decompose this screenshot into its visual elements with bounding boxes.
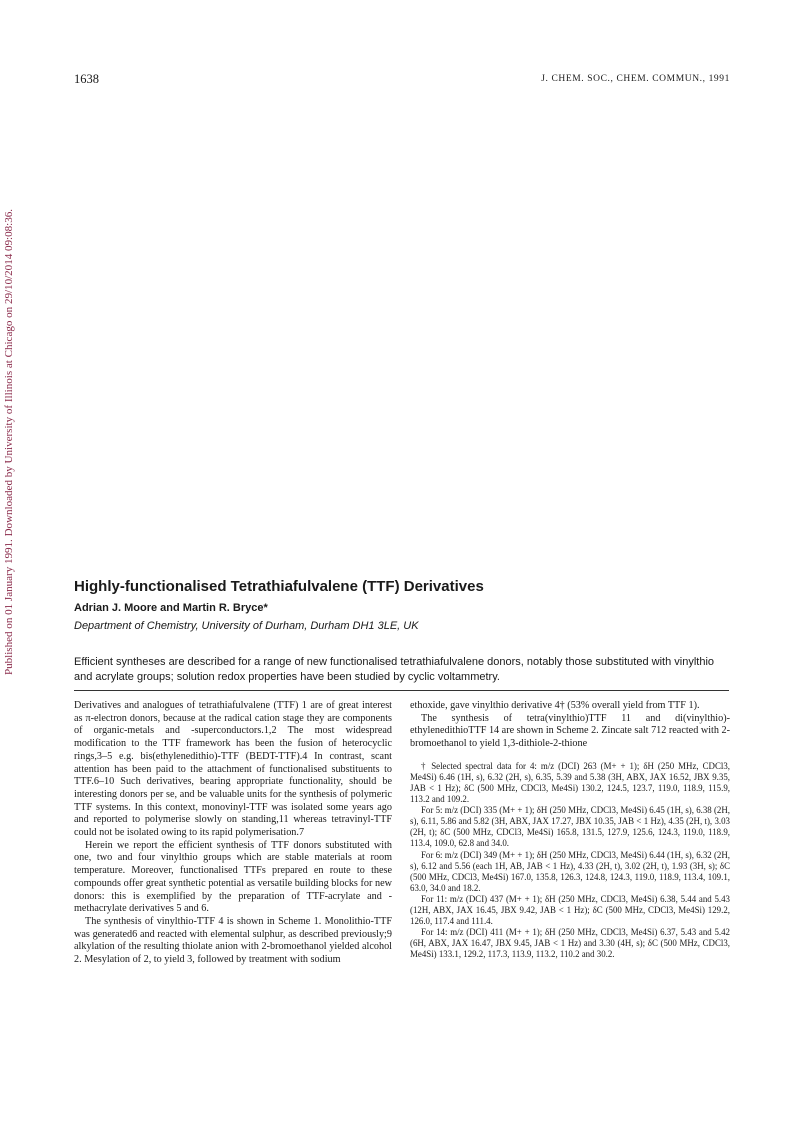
body-paragraph: Derivatives and analogues of tetrathiafulvalene (TTF) 1 are of great interest as π-electron donors, because at the radical cation stage they are components of organic-metals and -superconductors.1,2 The most widespread modification to the TTF framework has been the fusion of heterocyclic rings,3–5 e.g. bis(ethylenedithio)-TTF (BEDT-TTF).4 In contrast, scant attention has been paid to the attachment of functionalised substituents to TTF.6–10 Such derivatives, bearing appropriate functionality, should be interesting donors per se, and be valuable units for the synthesis of polymeric TTF systems. In this context, monovinyl-TTF was isolated some years ago and reported to polymerise slowly on standing,11 whereas tetravinyl-TTF could not be isolated owing to its rapid polymerisation.7 [74,700,392,839]
body-column-right [410,700,730,961]
page-number: 1638 [74,72,99,86]
article-affiliation: Department of Chemistry, University of Durham, Durham DH1 3LE, UK [74,620,419,632]
footnote: For 5: m/z (DCI) 335 (M+ + 1); δH (250 MHz, CDCl3, Me4Si) 6.45 (1H, s), 6.38 (2H, s), 6.11, 5.86 and 5.82 (3H, ABX, JAX 17.27, JBX 10.35, JAB < 1 Hz), 4.35 (2H, t), 3.03 (2H, t); δC (500 MHz, CDCl3, Me4Si) 165.8, 131.5, 127.9, 125.6, 124.3, 119.0, 118.9, 113.4, 109.0, 62.8 and 34.0. [410,805,730,849]
article-title: Highly-functionalised Tetrathiafulvalene (TTF) Derivatives [74,578,484,595]
footnotes [410,761,730,961]
body-column-left [74,700,392,967]
article-abstract: Efficient syntheses are described for a range of new functionalised tetrathiafulvalene donors, notably those substituted with vinylthio and acrylate groups; solution redox properties have been studied by cyclic voltammetry. [74,656,715,683]
footnote: For 11: m/z (DCI) 437 (M+ + 1); δH (250 MHz, CDCl3, Me4Si) 6.38, 5.44 and 5.43 (12H, ABX, JAX 16.45, JBX 9.42, JAB < 1 Hz); δC (500 MHz, CDCl3, Me4Si) 129.2, 126.0, 117.4 and 111.4. [410,893,730,927]
article-authors: Adrian J. Moore and Martin R. Bryce* [74,602,268,614]
side-notice[interactable] [2,205,16,675]
body-paragraph: The synthesis of tetra(vinylthio)TTF 11 and di(vinylthio)-ethylenedithioTTF 14 are shown in Scheme 2. Zincate salt 712 reacted with 2-bromoethanol to yield 1,3-dithiole-2-thione [410,712,730,750]
running-head: J. CHEM. SOC., CHEM. COMMUN., 1991 [541,74,730,84]
body-paragraph: Herein we report the efficient synthesis of TTF donors substituted with one, two and four vinylthio groups which are stable materials at room temperature. Moreover, functionalised TTFs prepared en route to these compounds offer great synthetic potential as versatile building blocks for new donors: this is exemplified by the preparation of TTF-acrylate and -methacrylate derivatives 5 and 6. [74,839,392,915]
footnote: For 6: m/z (DCI) 349 (M+ + 1); δH (250 MHz, CDCl3, Me4Si) 6.44 (1H, s), 6.32 (2H, s), 6.12 and 5.56 (each 1H, AB, JAB < 1 Hz), 4.33 (2H, t), 3.02 (2H, t), 1.93 (3H, s); δC (500 MHz, CDCl3, Me4Si) 167.0, 135.8, 126.3, 124.8, 124.3, 119.0, 118.9, 113.4, 109.1, 63.0, 34.0 and 18.2. [410,849,730,893]
footnote: † Selected spectral data for 4: m/z (DCI) 263 (M+ + 1); δH (250 MHz, CDCl3, Me4Si) 6.46 (1H, s), 6.32 (2H, s), 6.35, 5.39 and 5.38 (3H, ABX, JAX 16.52, JBX 9.35, JAB < 1 Hz); δC (500 MHz, CDCl3, Me4Si) 130.2, 124.5, 123.7, 119.0, 118.9, 115.9, 113.2 and 109.2. [410,760,730,805]
footnote: For 14: m/z (DCI) 411 (M+ + 1); δH (250 MHz, CDCl3, Me4Si) 6.37, 5.43 and 5.42 (6H, ABX, JAX 16.47, JBX 9.45, JAB < 1 Hz) and 3.30 (4H, s); δC (500 MHz, CDCl3, Me4Si) 133.1, 129.2, 117.3, 113.9, 113.2, 110.2 and 30.2. [410,927,730,960]
body-paragraph: ethoxide, gave vinylthio derivative 4† (53% overall yield from TTF 1). [410,700,700,711]
abstract-divider [74,690,729,691]
body-paragraph: The synthesis of vinylthio-TTF 4 is shown in Scheme 1. Monolithio-TTF was generated6 and reacted with elemental sulphur, as described previously;9 alkylation of the resulting thiolate anion with 2-bromoethanol yielded alcohol 2. Mesylation of 2, to yield 3, followed by treatment with sodium [74,915,392,966]
side-notice-text: Published on 01 January 1991. Downloaded by University of Illinois at Chicago on 29/10/2014 09:08:36. [4,252,15,675]
